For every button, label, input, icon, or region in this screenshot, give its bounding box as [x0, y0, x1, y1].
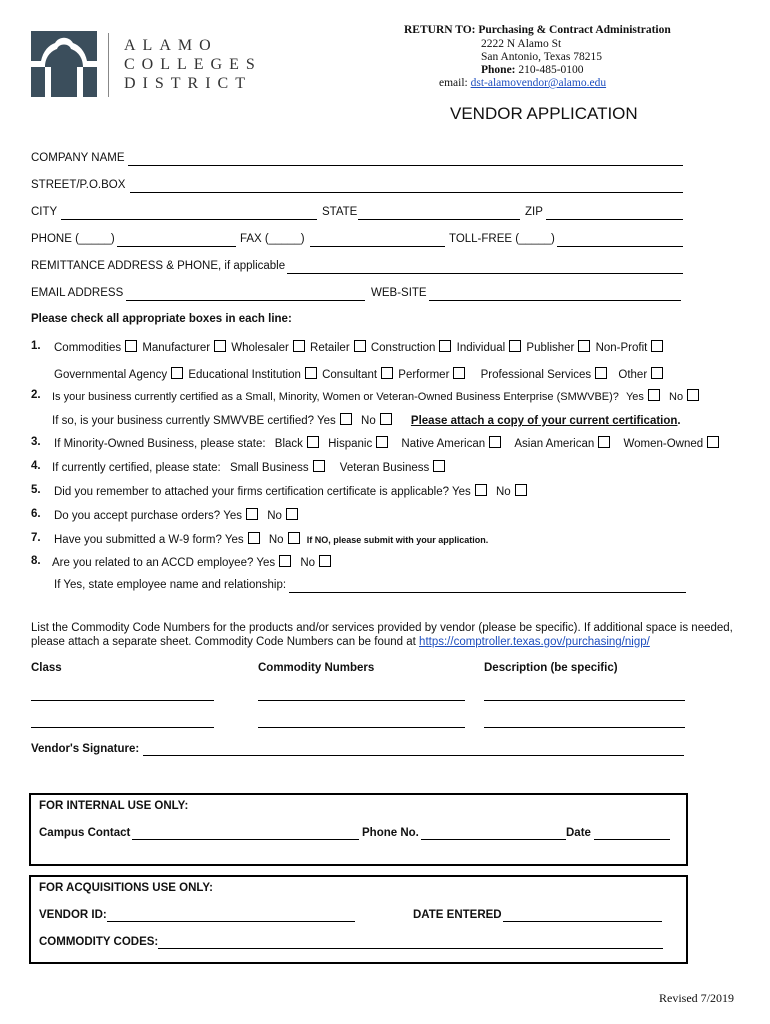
q7-no-label: No — [268, 534, 284, 546]
class-field-1[interactable] — [31, 700, 214, 701]
q2-yes-label: Yes — [625, 391, 644, 403]
q1-number: 1. — [31, 340, 41, 352]
internal-phone-field[interactable] — [421, 839, 566, 840]
date-entered-label: DATE ENTERED — [413, 909, 502, 921]
checkbox-black[interactable] — [307, 436, 319, 448]
checkbox-educational-institution[interactable] — [305, 367, 317, 379]
q6-number: 6. — [31, 508, 41, 520]
phone-label-field: PHONE (_____) — [31, 233, 115, 245]
description-field-2[interactable] — [484, 727, 685, 728]
q6-yes-checkbox[interactable] — [246, 508, 258, 520]
commodity-paragraph-2-text: please attach a separate sheet. Commodity Code Numbers can be found at — [31, 636, 416, 648]
q3-text: If Minority-Owned Business, please state: — [54, 438, 266, 450]
city-field[interactable] — [61, 219, 317, 220]
website-field[interactable] — [429, 300, 681, 301]
campus-contact-label: Campus Contact — [39, 827, 131, 839]
return-city: San Antonio, Texas 78215 — [481, 51, 603, 63]
logo-mark-icon — [31, 31, 97, 97]
q7-no-checkbox[interactable] — [288, 532, 300, 544]
remittance-field[interactable] — [287, 273, 683, 274]
date-entered-field[interactable] — [503, 921, 662, 922]
checkbox-women-owned[interactable] — [707, 436, 719, 448]
q5-yes-label: Yes — [452, 486, 471, 498]
revised-date: Revised 7/2019 — [659, 991, 734, 1005]
q7-number: 7. — [31, 532, 41, 544]
zip-label: ZIP — [525, 206, 543, 218]
email-address-label: EMAIL ADDRESS — [31, 287, 124, 299]
option-retailer: Retailer — [310, 342, 350, 354]
checkbox-wholesaler[interactable] — [293, 340, 305, 352]
option-individual: Individual — [456, 342, 506, 354]
commodity-paragraph-2 — [31, 636, 650, 648]
option-native-american: Native American — [401, 438, 486, 450]
q2-yes-checkbox[interactable] — [648, 389, 660, 401]
q2-sub-no-label: No — [361, 415, 376, 427]
vendor-id-label: VENDOR ID: — [39, 909, 107, 921]
phone-label: Phone: — [481, 64, 516, 76]
checkbox-retailer[interactable] — [354, 340, 366, 352]
q1-row2 — [54, 367, 665, 381]
return-street: 2222 N Alamo St — [481, 38, 562, 50]
q7-yes-label: Yes — [224, 534, 244, 546]
q8-no-checkbox[interactable] — [319, 555, 331, 567]
option-women-owned: Women-Owned — [623, 438, 704, 450]
q5-number: 5. — [31, 484, 41, 496]
option-veteran-business: Veteran Business — [339, 462, 430, 474]
q4-text: If currently certified, please state: — [52, 462, 221, 474]
logo-text-district: DISTRICT — [124, 75, 252, 92]
q8-text: Are you related to an ACCD employee? — [52, 557, 254, 569]
internal-date-label: Date — [566, 827, 591, 839]
option-black: Black — [274, 438, 303, 450]
checkbox-publisher[interactable] — [578, 340, 590, 352]
checkbox-governmental-agency[interactable] — [171, 367, 183, 379]
street-label: STREET/P.O.BOX — [31, 179, 126, 191]
q8-number: 8. — [31, 555, 41, 567]
website-label: WEB-SITE — [371, 287, 427, 299]
q2-sub-yes-checkbox[interactable] — [340, 413, 352, 425]
option-wholesaler: Wholesaler — [231, 342, 289, 354]
q5-text: Did you remember to attached your firms certification certificate is applicable? — [54, 486, 450, 498]
q8-yes-label: Yes — [256, 557, 276, 569]
checkbox-asian-american[interactable] — [598, 436, 610, 448]
zip-field[interactable] — [546, 219, 683, 220]
col-desc-header: Description (be specific) — [484, 662, 618, 674]
option-publisher: Publisher — [526, 342, 575, 354]
q3-number: 3. — [31, 436, 41, 448]
internal-phone-label: Phone No. — [362, 827, 419, 839]
option-hispanic: Hispanic — [328, 438, 373, 450]
employee-relationship-field[interactable] — [289, 592, 686, 593]
q5-yes-checkbox[interactable] — [475, 484, 487, 496]
q4-number: 4. — [31, 460, 41, 472]
option-other: Other — [618, 369, 648, 381]
q7-note: If NO, please submit with your application. — [306, 535, 489, 545]
q6-no-label: No — [267, 510, 282, 522]
commodity-paragraph-1: List the Commodity Code Numbers for the products and/or services provided by vendor (please be specific). If additional space is needed, — [31, 622, 733, 634]
company-name-label: COMPANY NAME — [31, 152, 125, 164]
campus-contact-field[interactable] — [132, 839, 359, 840]
q2-sub-text: If so, is your business currently SMWVBE certified? — [52, 415, 315, 427]
checkbox-native-american[interactable] — [489, 436, 501, 448]
option-commodities: Commodities — [54, 342, 122, 354]
q6-no-checkbox[interactable] — [286, 508, 298, 520]
vendor-id-field[interactable] — [107, 921, 355, 922]
q2-sub-yes-label: Yes — [317, 415, 336, 427]
q5-no-label: No — [495, 486, 511, 498]
alamo-logo — [31, 31, 97, 97]
numbers-field-2[interactable] — [258, 727, 465, 728]
internal-use-title: FOR INTERNAL USE ONLY: — [39, 800, 189, 812]
option-asian-american: Asian American — [514, 438, 595, 450]
page-title: VENDOR APPLICATION — [450, 104, 638, 123]
q8-line — [52, 555, 333, 569]
company-name-field[interactable] — [128, 165, 683, 166]
city-label: CITY — [31, 206, 58, 218]
checkbox-manufacturer[interactable] — [214, 340, 226, 352]
option-construction: Construction — [370, 342, 436, 354]
q2-attach-note: Please attach a copy of your current certification — [410, 415, 678, 427]
q7-yes-checkbox[interactable] — [248, 532, 260, 544]
checkbox-veteran-business[interactable] — [433, 460, 445, 472]
street-field[interactable] — [130, 192, 683, 193]
commodity-codes-label: COMMODITY CODES: — [39, 936, 159, 948]
checkbox-non-profit[interactable] — [651, 340, 663, 352]
q5-no-checkbox[interactable] — [515, 484, 527, 496]
class-field-2[interactable] — [31, 727, 214, 728]
q2-line — [52, 389, 701, 403]
email-address-field[interactable] — [126, 300, 365, 301]
q2-no-checkbox[interactable] — [687, 389, 699, 401]
q2-no-label: No — [669, 391, 684, 403]
q7-line — [54, 532, 488, 546]
fax-label: FAX (_____) — [240, 233, 305, 245]
state-field[interactable] — [358, 219, 520, 220]
q3-line — [54, 436, 721, 450]
logo-text-alamo: ALAMO — [124, 37, 218, 54]
description-field-1[interactable] — [484, 700, 685, 701]
option-non-profit: Non-Profit — [595, 342, 648, 354]
checkbox-professional-services[interactable] — [595, 367, 607, 379]
q2-text: Is your business currently certified as a Small, Minority, Women or Veteran-Owned Business Enterprise (SMWVBE)? — [52, 391, 619, 403]
col-class-header: Class — [31, 662, 62, 674]
checkbox-consultant[interactable] — [381, 367, 393, 379]
option-educational-institution: Educational Institution — [188, 369, 301, 381]
remittance-label: REMITTANCE ADDRESS & PHONE, if applicable — [31, 260, 286, 272]
q8-yes-checkbox[interactable] — [279, 555, 291, 567]
checkbox-hispanic[interactable] — [376, 436, 388, 448]
option-performer: Performer — [398, 369, 450, 381]
fax-field[interactable] — [310, 246, 445, 247]
nigp-link[interactable]: https://comptroller.texas.gov/purchasing/nigp/ — [419, 636, 650, 648]
checkbox-commodities[interactable] — [125, 340, 137, 352]
return-to-line: RETURN TO: Purchasing & Contract Administration — [404, 24, 671, 36]
acquisitions-title: FOR ACQUISITIONS USE ONLY: — [39, 882, 214, 894]
return-email — [439, 77, 606, 89]
q2-sub-line — [52, 413, 681, 427]
signature-label: Vendor's Signature: — [31, 743, 140, 755]
q4-line — [52, 460, 447, 474]
q7-text: Have you submitted a W-9 form? — [54, 534, 222, 546]
tollfree-field[interactable] — [557, 246, 683, 247]
internal-date-field[interactable] — [594, 839, 670, 840]
email-link[interactable]: dst-alamovendor@alamo.edu — [470, 77, 607, 89]
instructions: Please check all appropriate boxes in each line: — [31, 313, 292, 325]
q6-yes-label: Yes — [223, 510, 242, 522]
option-manufacturer: Manufacturer — [142, 342, 211, 354]
option-governmental-agency: Governmental Agency — [54, 369, 168, 381]
q1-row1 — [54, 340, 665, 354]
logo-divider — [108, 33, 109, 97]
q2-number: 2. — [31, 389, 41, 401]
email-label: email: — [439, 77, 468, 89]
checkbox-small-business[interactable] — [313, 460, 325, 472]
phone-value: 210-485-0100 — [518, 64, 584, 76]
signature-field[interactable] — [143, 755, 684, 756]
return-phone — [481, 64, 584, 76]
q2-attach-period: . — [677, 415, 681, 427]
q8-no-label: No — [300, 557, 316, 569]
q6-text: Do you accept purchase orders? — [54, 510, 221, 522]
commodity-codes-field[interactable] — [158, 948, 663, 949]
q8-sub-label: If Yes, state employee name and relationship: — [54, 579, 287, 591]
col-numbers-header: Commodity Numbers — [258, 662, 375, 674]
q2-sub-no-checkbox[interactable] — [380, 413, 392, 425]
checkbox-individual[interactable] — [509, 340, 521, 352]
option-small-business: Small Business — [229, 462, 309, 474]
q5-line — [54, 484, 529, 498]
checkbox-other[interactable] — [651, 367, 663, 379]
logo-text-colleges: COLLEGES — [124, 56, 262, 73]
tollfree-label: TOLL-FREE (_____) — [449, 233, 555, 245]
checkbox-performer[interactable] — [453, 367, 465, 379]
option-consultant: Consultant — [322, 369, 378, 381]
option-professional-services: Professional Services — [480, 369, 592, 381]
state-label: STATE — [322, 206, 358, 218]
phone-field[interactable] — [117, 246, 236, 247]
q6-line — [54, 508, 300, 522]
numbers-field-1[interactable] — [258, 700, 465, 701]
checkbox-construction[interactable] — [439, 340, 451, 352]
